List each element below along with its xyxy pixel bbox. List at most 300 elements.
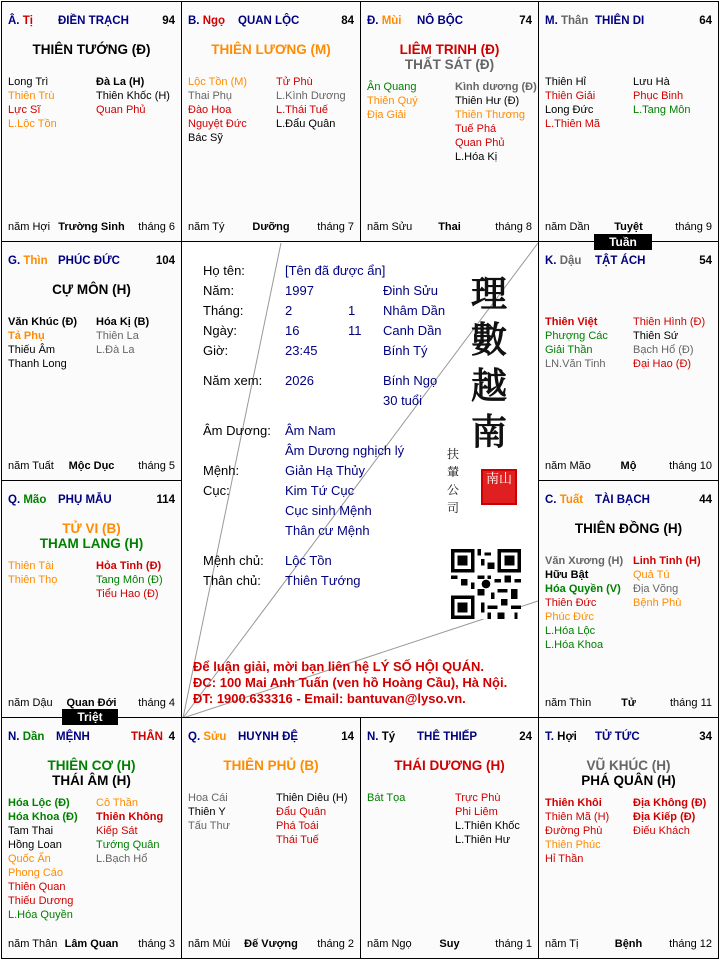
- palace-cell[interactable]: [538, 241, 719, 481]
- ngay-label: Ngày:: [203, 323, 237, 338]
- cuc-row: [203, 483, 443, 499]
- ho-ten-value: [Tên đã được ẩn]: [285, 263, 386, 278]
- main-stars: [2, 758, 181, 788]
- minor-star: Tang Môn (Đ): [96, 574, 163, 586]
- truong-sinh: Mộ: [620, 460, 637, 472]
- minor-stars-left: [188, 791, 230, 833]
- palace-chi: Tuất: [559, 494, 584, 506]
- minor-stars-left: [545, 796, 609, 866]
- palace-cell[interactable]: [1, 241, 182, 481]
- minor-star: Giải Thần: [545, 344, 593, 356]
- minor-stars-left: [8, 796, 78, 922]
- minor-stars-right: [96, 559, 163, 601]
- palace-header: [8, 255, 175, 271]
- minor-star: Tử Phù: [276, 76, 313, 88]
- ho-ten-label: Họ tên:: [203, 263, 245, 278]
- minor-star: L.Hóa Lộc: [545, 625, 596, 637]
- minor-star: Bát Tọa: [367, 792, 406, 804]
- palace-number: 4: [168, 731, 175, 743]
- palace-cell[interactable]: [360, 717, 539, 959]
- palace-canchi: [188, 15, 225, 27]
- main-star: THẤT SÁT (Đ): [404, 57, 495, 72]
- palace-chi: Hợi: [557, 731, 577, 743]
- palace-month: tháng 7: [317, 221, 354, 233]
- minor-star: Hóa Lộc (Đ): [8, 797, 70, 809]
- minor-star: Thiếu Dương: [8, 895, 74, 907]
- palace-header: [545, 255, 712, 271]
- minor-star: L.Hóa Kị: [455, 151, 498, 163]
- thang-lunar: 1: [348, 303, 356, 318]
- small-char: 公: [447, 483, 460, 497]
- red-seal: 南山: [481, 469, 517, 505]
- minor-star: L.Bạch Hổ: [96, 853, 148, 865]
- minor-star: Quan Phủ: [455, 137, 505, 149]
- palace-name: HUYNH ĐỆ: [238, 731, 299, 743]
- minor-star: Văn Xương (H): [545, 555, 624, 567]
- minor-star: Thanh Long: [8, 358, 67, 370]
- minor-stars-right: [633, 75, 690, 117]
- palace-year: năm Hợi: [8, 221, 51, 233]
- minor-star: L.Đẩu Quân: [276, 118, 336, 130]
- menhchu-label: Mệnh chủ:: [203, 553, 264, 568]
- palace-header: [367, 731, 532, 747]
- minor-stars-right: [276, 75, 346, 131]
- palace-name: THÊ THIẾP: [417, 731, 478, 743]
- palace-year: năm Thân: [8, 938, 58, 950]
- palace-chi: Ngọ: [202, 15, 226, 27]
- palace-cell[interactable]: [538, 480, 719, 718]
- minor-stars-left: [367, 80, 418, 122]
- truong-sinh: Tử: [621, 697, 636, 709]
- thang-row: [203, 303, 463, 319]
- palace-canchi: [545, 731, 577, 743]
- main-star: THIÊN TƯỚNG (Đ): [32, 42, 151, 57]
- palace-footer: [8, 938, 175, 952]
- minor-star: Thiên Quan: [8, 881, 66, 893]
- minor-star: Nguyệt Đức: [188, 118, 247, 130]
- tuan-tag: Tuần: [594, 234, 652, 250]
- palace-year: năm Mão: [545, 460, 591, 472]
- minor-star: Tấu Thư: [188, 820, 231, 832]
- palace-footer: [188, 221, 354, 235]
- minor-star: Văn Khúc (Đ): [8, 316, 78, 328]
- main-star: VŨ KHÚC (H): [586, 758, 671, 773]
- palace-can: K.: [545, 255, 557, 267]
- minor-star: Kình dương (Đ): [455, 81, 537, 93]
- palace-number: 64: [699, 15, 712, 27]
- truong-sinh: Trường Sinh: [58, 221, 125, 233]
- minor-star: Thiên Tài: [8, 560, 54, 572]
- palace-header: [8, 731, 175, 747]
- palace-canchi: [545, 494, 583, 506]
- palace-header: [545, 494, 712, 510]
- minor-star: Phá Toái: [276, 820, 319, 832]
- tuoi-value: 30 tuổi: [383, 393, 423, 408]
- palace-name: MỆNH: [56, 731, 90, 743]
- minor-star: Đại Hao (Đ): [633, 358, 692, 370]
- palace-year: năm Dần: [545, 221, 590, 233]
- palace-name: TÀI BẠCH: [595, 494, 650, 506]
- calligraphy-char: 理: [471, 273, 508, 315]
- palace-month: tháng 5: [138, 460, 175, 472]
- minor-star: Tả Phụ: [8, 330, 45, 342]
- palace-month: tháng 10: [669, 460, 712, 472]
- minor-star: Bạch Hổ (Đ): [633, 344, 694, 356]
- amduong-label: Âm Dương:: [203, 423, 271, 438]
- palace-can: N.: [8, 731, 20, 743]
- minor-star: Lưu Hà: [633, 76, 670, 88]
- palace-month: tháng 9: [675, 221, 712, 233]
- truong-sinh: Tuyệt: [614, 221, 643, 233]
- palace-canchi: [367, 731, 395, 743]
- gio-value: 23:45: [285, 343, 318, 358]
- palace-name: THIÊN DI: [595, 15, 645, 27]
- amduong-value-2: Âm Dương nghịch lý: [285, 443, 405, 458]
- minor-star: Thiên Thương: [455, 109, 526, 121]
- minor-star: Hồng Loan: [8, 839, 62, 851]
- ngay-solar: 16: [285, 323, 300, 338]
- minor-star: Thái Tuế: [276, 834, 319, 846]
- main-star: THIÊN CƠ (H): [47, 758, 136, 773]
- palace-footer: [8, 221, 175, 235]
- main-star: THAM LANG (H): [39, 536, 144, 551]
- minor-star: L.Hóa Khoa: [545, 639, 604, 651]
- palace-year: năm Mùi: [188, 938, 231, 950]
- minor-star: Tiểu Hao (Đ): [96, 588, 159, 600]
- menh-value: Giản Hạ Thủy: [285, 463, 365, 478]
- main-stars: [2, 282, 181, 297]
- main-stars: [182, 758, 360, 773]
- gio-label: Giờ:: [203, 343, 229, 358]
- ngay-canchi: Canh Dần: [383, 323, 442, 338]
- triet-tag: Triệt: [62, 709, 118, 725]
- palace-number: 14: [341, 731, 354, 743]
- namxem-value: 2026: [285, 373, 314, 388]
- palace-month: tháng 8: [495, 221, 532, 233]
- contact-phone-email: ĐT: 1900.633316 - Email: bantuvan@lyso.vn.: [193, 691, 466, 706]
- main-star: CỰ MÔN (H): [52, 282, 131, 297]
- palace-year: năm Tị: [545, 938, 579, 950]
- minor-star: Thiên Hình (Đ): [633, 316, 706, 328]
- palace-name: PHỤ MẪU: [58, 494, 112, 506]
- cuc-value-3: Thân cư Mệnh: [285, 523, 370, 538]
- main-stars: [539, 758, 718, 788]
- palace-cell[interactable]: [538, 717, 719, 959]
- palace-chi: Mùi: [381, 15, 402, 27]
- palace-can: Q.: [188, 731, 201, 743]
- palace-chi: Thân: [560, 15, 589, 27]
- calligraphy-char: 越: [471, 365, 508, 407]
- minor-star: Kiếp Sát: [96, 825, 138, 837]
- truong-sinh: Thai: [438, 221, 461, 233]
- thang-solar: 2: [285, 303, 293, 318]
- palace-can: B.: [188, 15, 200, 27]
- contact-address: ĐC: 100 Mai Anh Tuấn (ven hồ Hoàng Cầu), Hà Nội.: [193, 675, 508, 690]
- minor-star: Quả Tú: [633, 569, 670, 581]
- palace-can: C.: [545, 494, 557, 506]
- main-star: THÁI ÂM (H): [52, 773, 131, 788]
- cuc-label: Cục:: [203, 483, 230, 498]
- palace-chi: Dậu: [559, 255, 582, 267]
- main-star: THIÊN PHỦ (B): [223, 758, 319, 773]
- palace-header: [545, 15, 712, 31]
- minor-star: Cô Thần: [96, 797, 138, 809]
- minor-stars-left: [8, 75, 57, 131]
- palace-footer: [545, 697, 712, 711]
- minor-star: Quan Phủ: [96, 104, 146, 116]
- palace-chi: Sửu: [203, 731, 227, 743]
- menhchu-row: [203, 553, 443, 569]
- minor-stars-right: [455, 791, 520, 847]
- minor-star: Thiên Hỉ: [545, 76, 586, 88]
- minor-star: Phượng Các: [545, 330, 608, 342]
- minor-stars-right: [633, 796, 706, 838]
- palace-month: tháng 12: [669, 938, 712, 950]
- minor-star: Thiên La: [96, 330, 139, 342]
- thang-canchi: Nhâm Dần: [383, 303, 446, 318]
- palace-canchi: [367, 15, 402, 27]
- main-star: LIÊM TRINH (Đ): [399, 42, 500, 57]
- minor-star: Đào Hoa: [188, 104, 232, 116]
- main-stars: [2, 521, 181, 551]
- palace-month: tháng 3: [138, 938, 175, 950]
- palace-footer: [367, 938, 532, 952]
- palace-name: NÔ BỘC: [417, 15, 463, 27]
- palace-cell[interactable]: [181, 717, 361, 959]
- palace-footer: [545, 938, 712, 952]
- small-char: 輦: [447, 465, 460, 479]
- palace-month: tháng 4: [138, 697, 175, 709]
- palace-month: tháng 1: [495, 938, 532, 950]
- minor-star: Long Trì: [8, 76, 49, 88]
- minor-stars-right: [276, 791, 348, 847]
- ho-ten-row: [203, 263, 386, 279]
- palace-year: năm Tý: [188, 221, 225, 233]
- palace-chi: Tý: [381, 731, 396, 743]
- main-star: THÁI DƯƠNG (H): [394, 758, 505, 773]
- minor-stars-right: [633, 554, 701, 610]
- minor-star: Tuế Phá: [455, 123, 497, 135]
- palace-canchi: [8, 731, 44, 743]
- palace-cell[interactable]: [181, 1, 361, 242]
- minor-star: Điếu Khách: [633, 825, 690, 837]
- palace-header: [188, 15, 354, 31]
- minor-star: L.Thiên Hư: [455, 834, 511, 846]
- minor-star: Hóa Quyền (V): [545, 583, 621, 595]
- main-star: THIÊN LƯƠNG (M): [211, 42, 331, 57]
- minor-star: L.Lộc Tồn: [8, 118, 57, 130]
- main-stars: [361, 758, 538, 773]
- palace-can: Q.: [8, 494, 21, 506]
- nam-row: [203, 283, 463, 299]
- minor-star: Thiên Thọ: [8, 574, 58, 586]
- minor-star: Linh Tinh (H): [633, 555, 701, 567]
- minor-star: Thiên Việt: [545, 316, 598, 328]
- gio-row: [203, 343, 463, 359]
- main-stars: [182, 42, 360, 57]
- amduong-row: [203, 423, 443, 439]
- minor-star: L.Thái Tuế: [276, 104, 328, 116]
- minor-star: Thiên Khốc (H): [96, 90, 170, 102]
- minor-star: Thiên Khôi: [545, 797, 602, 809]
- palace-footer: [188, 938, 354, 952]
- main-star: TỬ VI (B): [62, 521, 121, 536]
- thanchu-row: [203, 573, 443, 589]
- palace-name-than: THÂN: [131, 731, 163, 743]
- minor-stars-left: [8, 315, 77, 371]
- palace-cell[interactable]: [1, 1, 182, 242]
- minor-star: L.Hóa Quyền: [8, 909, 73, 921]
- minor-star: Thiên Quý: [367, 95, 418, 107]
- small-char: 扶: [447, 447, 460, 461]
- nam-label: Năm:: [203, 283, 235, 298]
- minor-stars-left: [545, 554, 623, 652]
- namxem-canchi: Bính Ngọ: [383, 373, 438, 388]
- palace-number: 74: [519, 15, 532, 27]
- cuc-value: Kim Tứ Cục: [285, 483, 355, 498]
- palace-name: TẬT ÁCH: [595, 255, 646, 267]
- main-star: THIÊN ĐỒNG (H): [574, 521, 683, 536]
- palace-number: 114: [156, 494, 175, 506]
- palace-month: tháng 2: [317, 938, 354, 950]
- minor-star: Trực Phù: [455, 792, 501, 804]
- truong-sinh: Dưỡng: [252, 221, 290, 233]
- minor-stars-right: [96, 796, 163, 866]
- ngay-row: [203, 323, 463, 339]
- palace-canchi: [8, 255, 48, 267]
- palace-chi: Tị: [22, 15, 33, 27]
- palace-can: Â.: [8, 15, 20, 27]
- calligraphy-logo: [471, 271, 521, 455]
- minor-star: Thiên Sứ: [633, 330, 679, 342]
- palace-name: QUAN LỘC: [238, 15, 300, 27]
- main-stars: [361, 42, 538, 72]
- namxem-label: Năm xem:: [203, 373, 263, 388]
- minor-star: Hoa Cái: [188, 792, 228, 804]
- palace-number: 94: [162, 15, 175, 27]
- minor-stars-left: [545, 315, 608, 371]
- minor-stars-right: [633, 315, 705, 371]
- minor-star: Phúc Đức: [545, 611, 594, 623]
- minor-star: Tam Thai: [8, 825, 54, 837]
- truong-sinh: Lâm Quan: [64, 938, 119, 950]
- menhchu-value: Lộc Tồn: [285, 553, 332, 568]
- palace-chi: Dần: [22, 731, 45, 743]
- palace-can: T.: [545, 731, 554, 743]
- minor-star: Địa Không (Đ): [633, 797, 707, 809]
- palace-month: tháng 11: [669, 697, 712, 709]
- ngay-lunar: 11: [348, 323, 362, 338]
- minor-star: Thiên Trù: [8, 90, 55, 102]
- minor-star: L.Kình Dương: [276, 90, 346, 102]
- palace-header: [367, 15, 532, 31]
- minor-star: Thiên Mã (H): [545, 811, 610, 823]
- minor-star: Lực Sĩ: [8, 104, 41, 116]
- palace-canchi: [8, 494, 46, 506]
- palace-canchi: [545, 255, 581, 267]
- palace-number: 24: [519, 731, 532, 743]
- minor-stars-left: [367, 791, 405, 805]
- palace-cell[interactable]: [1, 480, 182, 718]
- minor-star: L.Đà La: [96, 344, 135, 356]
- palace-cell[interactable]: [1, 717, 182, 959]
- minor-star: Tướng Quân: [96, 839, 160, 851]
- center-info-panel: [181, 241, 537, 717]
- palace-cell[interactable]: [360, 1, 539, 242]
- palace-year: năm Tuất: [8, 460, 54, 472]
- palace-can: M.: [545, 15, 558, 27]
- palace-footer: [367, 221, 532, 235]
- palace-year: năm Ngọ: [367, 938, 412, 950]
- palace-chi: Mão: [23, 494, 47, 506]
- palace-footer: [545, 221, 712, 235]
- palace-name: TỬ TỨC: [595, 731, 640, 743]
- main-stars: [2, 42, 181, 57]
- menh-row: [203, 463, 443, 479]
- minor-star: Lộc Tồn (M): [188, 76, 248, 88]
- minor-star: Thiên Phúc: [545, 839, 601, 851]
- minor-star: Bác Sỹ: [188, 132, 223, 144]
- minor-star: L.Thiên Mã: [545, 118, 601, 130]
- minor-stars-right: [96, 315, 149, 357]
- palace-canchi: [8, 15, 33, 27]
- minor-star: L.Tang Môn: [633, 104, 691, 116]
- minor-star: Thiên Hư (Đ): [455, 95, 520, 107]
- truong-sinh: Quan Đới: [66, 697, 117, 709]
- palace-can: G.: [8, 255, 21, 267]
- minor-stars-left: [188, 75, 247, 145]
- palace-can: N.: [367, 731, 379, 743]
- palace-header: [545, 731, 712, 747]
- cuc-value-2: Cục sinh Mệnh: [285, 503, 372, 518]
- palace-name: ĐIỀN TRẠCH: [58, 15, 129, 27]
- minor-stars-left: [545, 75, 600, 131]
- minor-star: Thiên Không: [96, 811, 164, 823]
- minor-stars-right: [455, 80, 537, 164]
- minor-star: Thiên Diêu (H): [276, 792, 348, 804]
- minor-star: Quốc Ấn: [8, 853, 51, 865]
- gio-canchi: Bính Tý: [383, 343, 428, 358]
- palace-number: 34: [699, 731, 712, 743]
- palace-footer: [8, 460, 175, 474]
- nam-canchi: Đinh Sửu: [383, 283, 438, 298]
- minor-star: Phi Liêm: [455, 806, 498, 818]
- minor-star: Địa Kiếp (Đ): [633, 811, 696, 823]
- calligraphy-char: 南: [471, 411, 508, 453]
- palace-number: 44: [699, 494, 712, 506]
- minor-star: LN.Văn Tinh: [545, 358, 606, 370]
- minor-star: Đường Phù: [545, 825, 603, 837]
- contact-note: Để luận giải, mời bạn liên hệ LÝ SỐ HỘI QUÁN.: [193, 659, 484, 674]
- palace-cell[interactable]: [538, 1, 719, 242]
- namxem-row: [203, 373, 463, 389]
- minor-stars-right: [96, 75, 170, 117]
- thanchu-value: Thiên Tướng: [285, 573, 361, 588]
- palace-footer: [545, 460, 712, 474]
- main-stars: [539, 521, 718, 536]
- palace-year: năm Dậu: [8, 697, 53, 709]
- palace-number: 54: [699, 255, 712, 267]
- minor-star: Đà La (H): [96, 76, 145, 88]
- truong-sinh: Bệnh: [614, 938, 643, 950]
- palace-number: 104: [155, 255, 175, 267]
- minor-star: Phục Binh: [633, 90, 684, 102]
- thang-label: Tháng:: [203, 303, 244, 318]
- minor-star: Địa Giải: [367, 109, 407, 121]
- amduong-value: Âm Nam: [285, 423, 336, 438]
- qr-code-icon[interactable]: [451, 549, 521, 619]
- minor-star: Hữu Bật: [545, 569, 589, 581]
